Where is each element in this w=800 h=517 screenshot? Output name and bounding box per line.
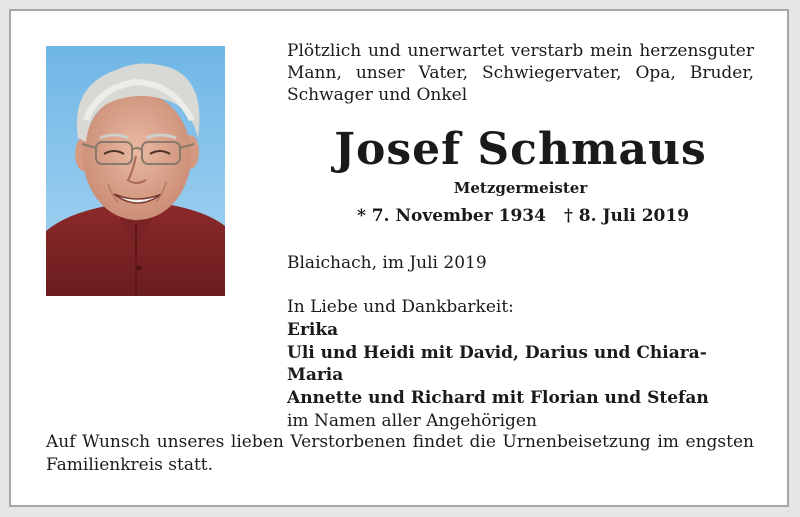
mourner-name: Erika [287, 319, 339, 340]
portrait-photo [46, 46, 225, 296]
place-and-date: Blaichach, im Juli 2019 [287, 253, 487, 273]
mourners-closing: im Namen aller Angehörigen [287, 410, 537, 431]
birth-date: * 7. November 1934 [357, 206, 546, 226]
mourners-heading: In Liebe und Dankbarkeit: [287, 297, 514, 317]
mourner-name: Uli und Heidi mit David, Darius und Chiara-Maria [287, 342, 707, 386]
profession: Metzgermeister [453, 179, 588, 197]
intro-text: Plötzlich und unerwartet verstarb mein herzensguter Mann, unser Vater, Schwiegervater, Opa, Bruder, Schwager und Onkel [287, 41, 754, 105]
death-date: † 8. Juli 2019 [564, 206, 690, 226]
burial-notice: Auf Wunsch unseres lieben Verstorbenen findet die Urnenbeisetzung im engsten Familienkreis statt. [46, 432, 754, 475]
deceased-name: Josef Schmaus [334, 124, 707, 175]
mourners-block [287, 296, 754, 433]
mourner-name: Annette und Richard mit Florian und Stefan [287, 388, 709, 409]
